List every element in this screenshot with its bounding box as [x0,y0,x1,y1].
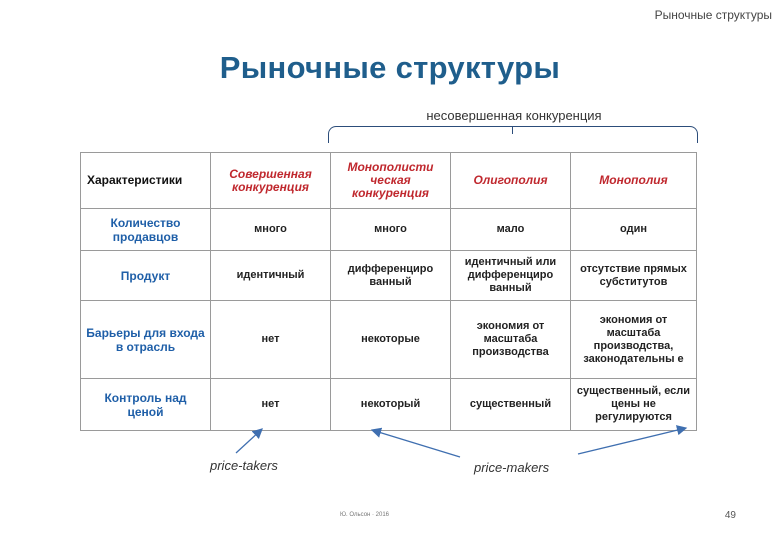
table-cell: отсутствие прямых субститутов [571,251,697,301]
table-cell: существенный [451,379,571,431]
table-cell: дифференциро ванный [331,251,451,301]
row-label-sellers: Количество продавцов [81,209,211,251]
table-cell: экономия от масштаба производства, законодательны е [571,301,697,379]
arrow-price-takers [236,429,262,453]
footer-author: Ю. Ольсон · 2016 [340,512,390,518]
table-cell: идентичный или дифференциро ванный [451,251,571,301]
header-oligopoly: Олигополия [451,153,571,209]
row-label-barriers: Барьеры для входа в отрасль [81,301,211,379]
row-label-price-control: Контроль над ценой [81,379,211,431]
table-cell: мало [451,209,571,251]
row-label-product: Продукт [81,251,211,301]
table-cell: много [211,209,331,251]
table-cell: много [331,209,451,251]
table-cell: нет [211,301,331,379]
header-monopolistic-competition: Монополисти ческая конкуренция [331,153,451,209]
arrow-price-makers-left [372,430,460,457]
page-number: 49 [724,510,736,521]
header-monopoly: Монополия [571,153,697,209]
table-cell: существенный, если цены не регулируются [571,379,697,431]
imperfect-competition-label: несовершенная конкуренция [426,108,602,123]
slide-title: Рыночные структуры [219,50,561,85]
table-cell: нет [211,379,331,431]
arrow-price-makers-right [578,428,686,454]
header-topic: Рыночные структуры [654,8,772,22]
table-cell: экономия от масштаба производства [451,301,571,379]
table-cell: один [571,209,697,251]
table-cell: некоторые [331,301,451,379]
table-cell: идентичный [211,251,331,301]
price-makers-label: price-makers [474,460,550,475]
table-cell: некоторый [331,379,451,431]
header-perfect-competition: Совершенная конкуренция [211,153,331,209]
price-takers-label: price-takers [210,458,278,473]
header-characteristics: Характеристики [81,153,211,209]
